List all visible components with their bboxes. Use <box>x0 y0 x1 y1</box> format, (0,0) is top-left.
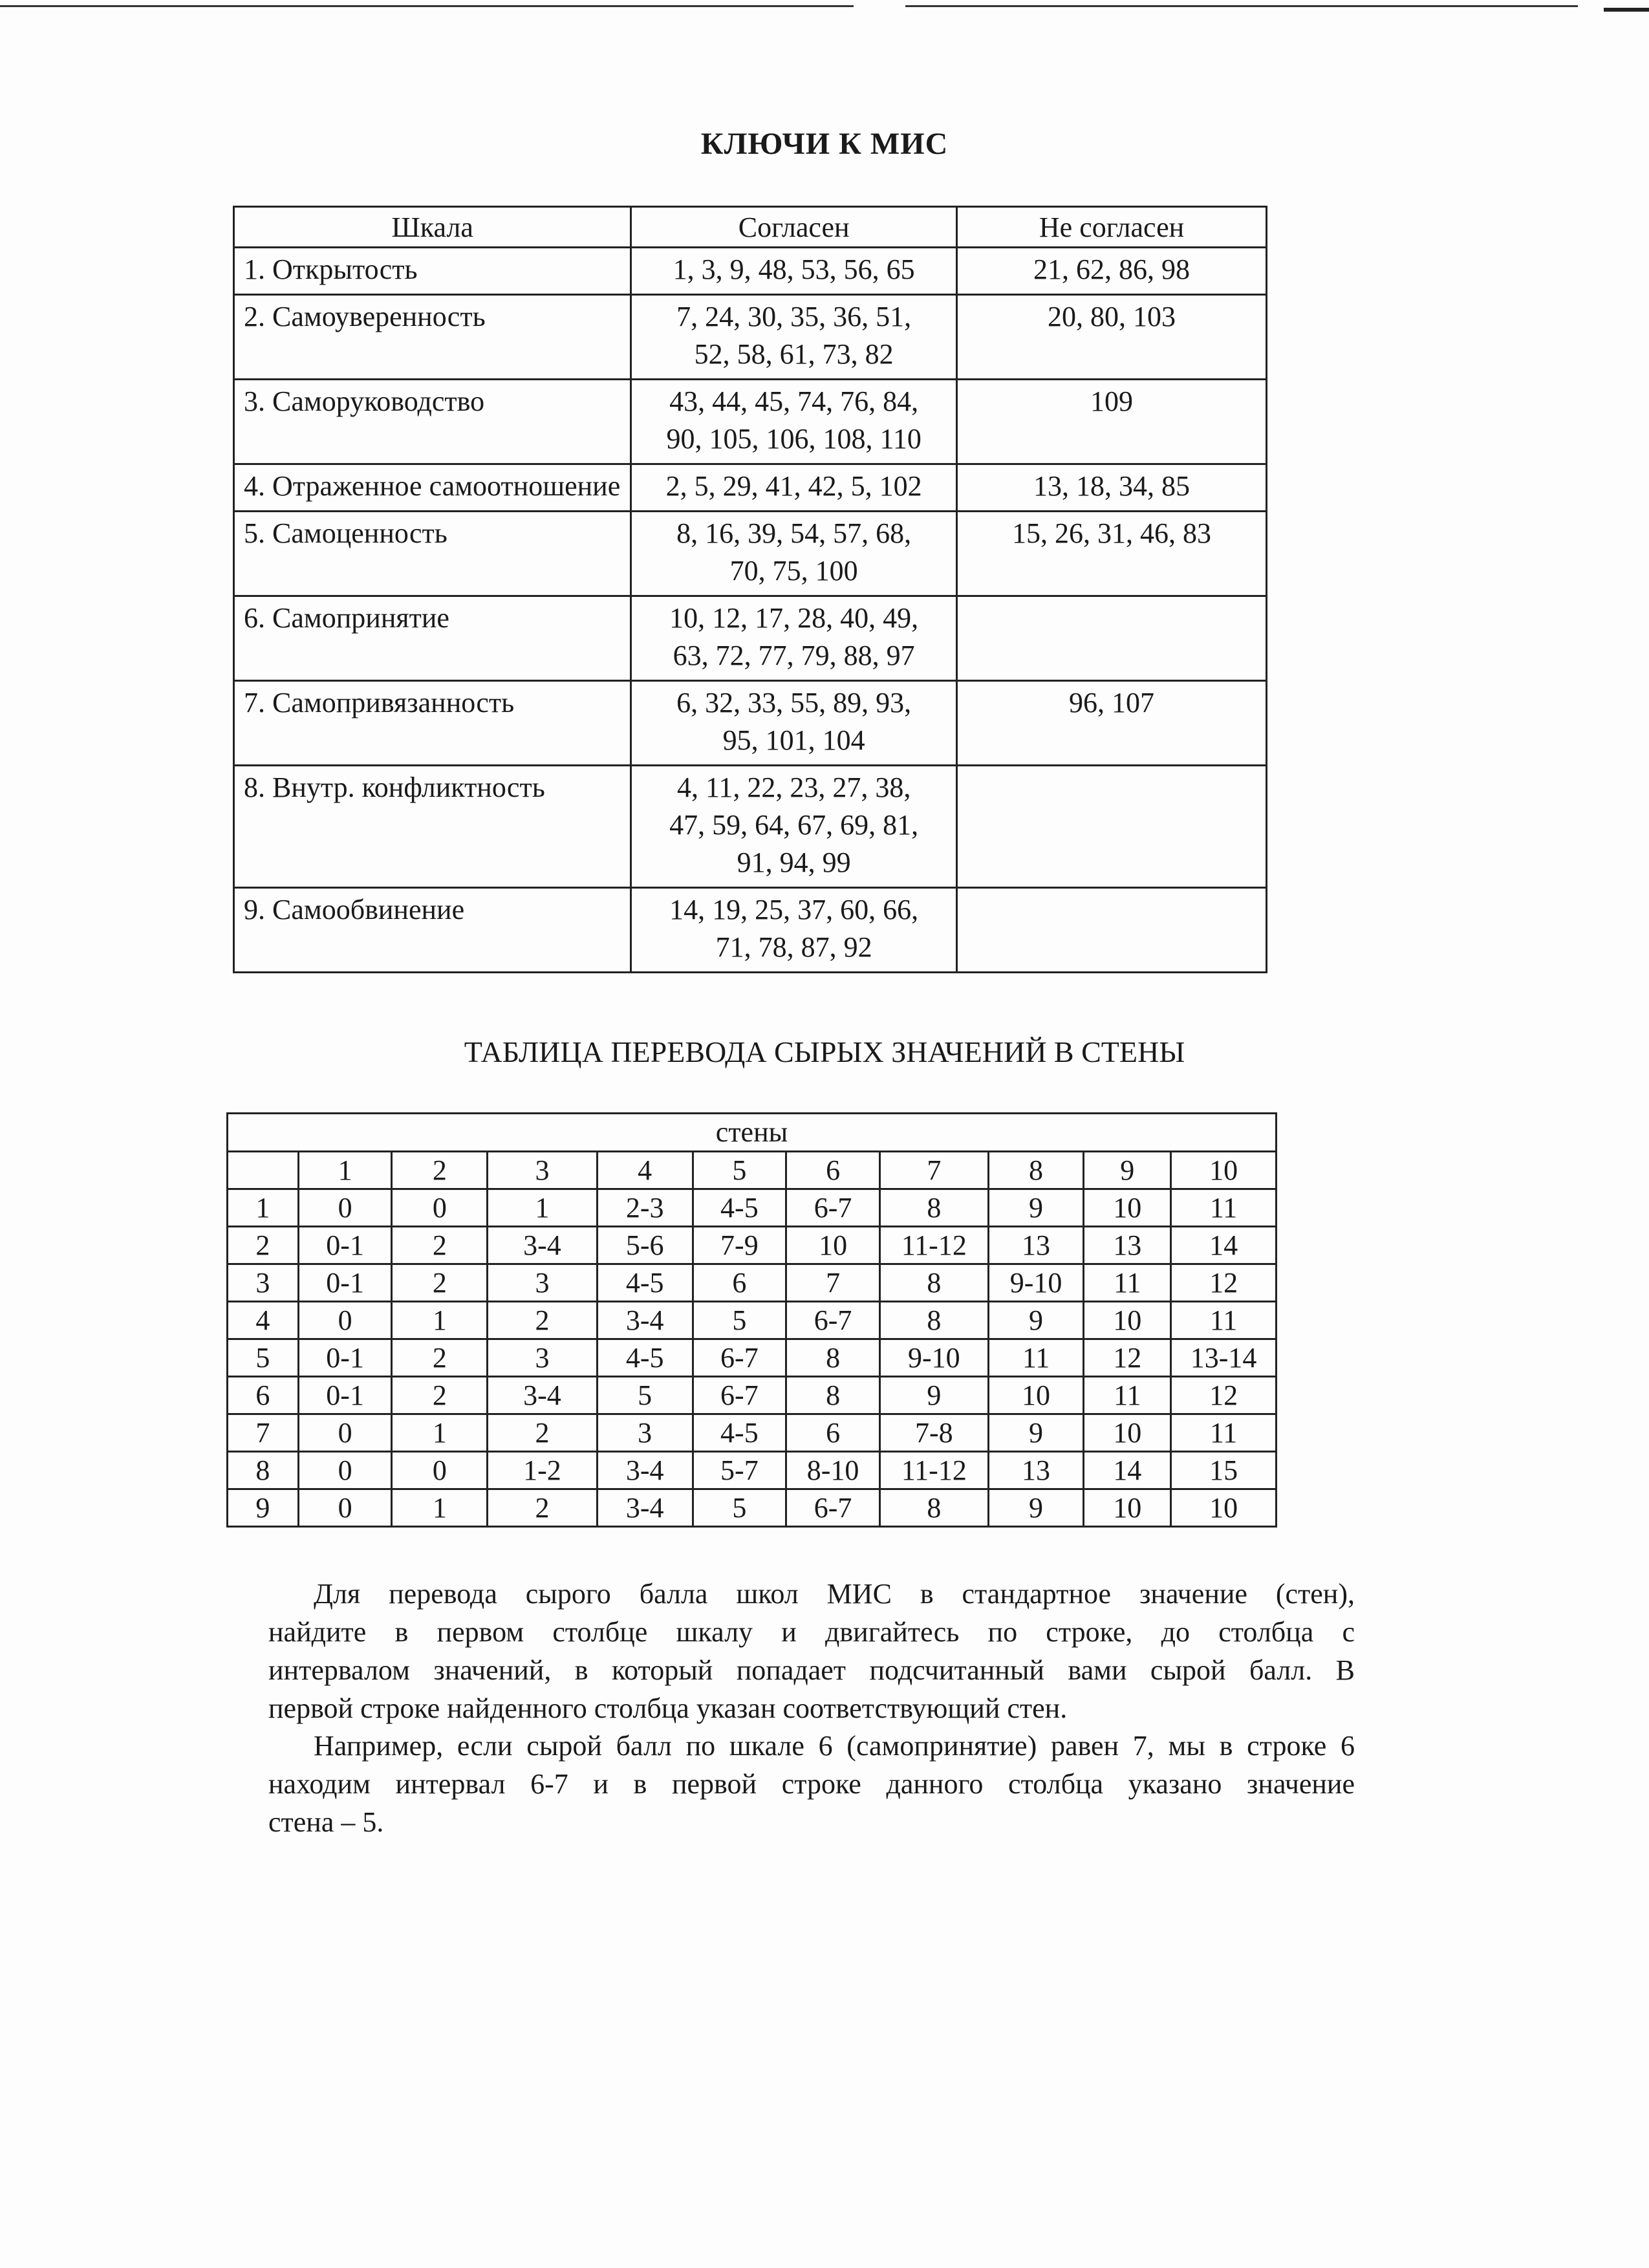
sten-cell: 4-5 <box>597 1264 693 1302</box>
sten-row-scale: 3 <box>228 1264 299 1302</box>
sten-cell: 3 <box>488 1339 598 1377</box>
sten-column-label <box>228 1152 299 1189</box>
header-disagree: Не согласен <box>957 207 1267 248</box>
sten-column-label: 9 <box>1084 1152 1171 1189</box>
keys-row <box>234 464 1267 512</box>
sten-cell: 3 <box>488 1264 598 1302</box>
sten-cell: 10 <box>1084 1489 1171 1527</box>
sten-cell: 11-12 <box>879 1452 988 1489</box>
sten-cell: 0 <box>298 1452 392 1489</box>
paragraph-instructions <box>268 1575 1355 1727</box>
keys-header-row <box>234 207 1267 248</box>
sten-cell: 6 <box>786 1414 880 1452</box>
agree-items <box>631 380 957 464</box>
agree-items <box>631 512 957 596</box>
disagree-items: 21, 62, 86, 98 <box>957 248 1267 295</box>
disagree-items: 15, 26, 31, 46, 83 <box>957 512 1267 596</box>
sten-cell: 11 <box>1171 1302 1277 1339</box>
sten-cell: 14 <box>1084 1452 1171 1489</box>
sten-cell: 14 <box>1171 1227 1277 1264</box>
sten-cell: 1 <box>488 1189 598 1227</box>
sten-cell: 7 <box>786 1264 880 1302</box>
sten-cell: 10 <box>1171 1489 1277 1527</box>
sten-column-row <box>228 1152 1277 1189</box>
sten-column-label: 3 <box>488 1152 598 1189</box>
agree-line: 7, 24, 30, 35, 36, 51, <box>676 301 912 332</box>
sten-cell: 8 <box>879 1189 988 1227</box>
sten-cell: 10 <box>786 1227 880 1264</box>
sten-row <box>228 1227 1277 1264</box>
sten-row-scale: 6 <box>228 1377 299 1414</box>
agree-line: 8, 16, 39, 54, 57, 68, <box>676 517 912 549</box>
sten-cell: 5-7 <box>693 1452 786 1489</box>
agree-items <box>631 295 957 380</box>
scale-name: 5. Самоценность <box>234 512 631 596</box>
sten-cell: 2 <box>392 1339 488 1377</box>
disagree-items: 13, 18, 34, 85 <box>957 464 1267 512</box>
sten-cell: 5 <box>597 1377 693 1414</box>
sten-row-scale: 4 <box>228 1302 299 1339</box>
agree-line: 6, 32, 33, 55, 89, 93, <box>676 687 912 718</box>
sten-cell: 8 <box>879 1489 988 1527</box>
sten-cell: 10 <box>1084 1189 1171 1227</box>
sten-header-row <box>228 1114 1277 1152</box>
sten-cell: 0 <box>298 1489 392 1527</box>
sten-cell: 0 <box>392 1452 488 1489</box>
sten-column-label: 6 <box>786 1152 880 1189</box>
agree-line: 71, 78, 87, 92 <box>715 931 872 963</box>
paragraph-example <box>268 1727 1355 1841</box>
disagree-items <box>957 888 1267 973</box>
sten-cell: 12 <box>1084 1339 1171 1377</box>
sten-row-scale: 5 <box>228 1339 299 1377</box>
sten-cell: 3-4 <box>597 1302 693 1339</box>
sten-column-label: 4 <box>597 1152 693 1189</box>
sten-cell: 0-1 <box>298 1264 392 1302</box>
sten-cell: 10 <box>988 1377 1084 1414</box>
keys-row <box>234 888 1267 973</box>
sten-cell: 6-7 <box>786 1489 880 1527</box>
keys-row <box>234 248 1267 295</box>
paragraph-line: первой строке найденного столбца указан соответствующий стен. <box>268 1692 1068 1724</box>
sten-cell: 8-10 <box>786 1452 880 1489</box>
agree-items <box>631 888 957 973</box>
sten-cell: 3-4 <box>597 1452 693 1489</box>
paragraph-line: находим интервал 6-7 и в первой строке данного столбца указано значение <box>268 1768 1355 1800</box>
sten-cell: 1 <box>392 1489 488 1527</box>
sten-cell: 3-4 <box>488 1377 598 1414</box>
agree-items <box>631 464 957 512</box>
sten-cell: 11 <box>988 1339 1084 1377</box>
header-agree: Согласен <box>631 207 957 248</box>
sten-cell: 0 <box>298 1189 392 1227</box>
sten-column-label: 7 <box>879 1152 988 1189</box>
sten-cell: 3 <box>597 1414 693 1452</box>
sten-cell: 1 <box>392 1302 488 1339</box>
sten-cell: 0 <box>298 1414 392 1452</box>
paragraph-line: стена – 5. <box>268 1806 384 1838</box>
sten-cell: 3-4 <box>597 1489 693 1527</box>
sten-cell: 8 <box>879 1264 988 1302</box>
scale-name: 6. Самопринятие <box>234 596 631 681</box>
sten-cell: 9-10 <box>879 1339 988 1377</box>
sten-cell: 9 <box>988 1302 1084 1339</box>
sten-cell: 9 <box>988 1414 1084 1452</box>
sten-cell: 5 <box>693 1489 786 1527</box>
sten-cell: 1 <box>392 1414 488 1452</box>
sten-cell: 5 <box>693 1302 786 1339</box>
sten-header: стены <box>228 1114 1277 1152</box>
paragraph-line: Например, если сырой балл по шкале 6 (самопринятие) равен 7, мы в строке 6 <box>314 1730 1355 1762</box>
paragraph-line: интервалом значений, в который попадает подсчитанный вами сырой балл. В <box>268 1654 1355 1686</box>
agree-line: 91, 94, 99 <box>737 847 851 878</box>
scale-name: 3. Саморуководство <box>234 380 631 464</box>
sten-cell: 7-9 <box>693 1227 786 1264</box>
agree-line: 10, 12, 17, 28, 40, 49, <box>669 602 919 634</box>
sten-cell: 11 <box>1084 1377 1171 1414</box>
agree-line: 4, 11, 22, 23, 27, 38, <box>676 772 911 803</box>
sten-row-scale: 2 <box>228 1227 299 1264</box>
sten-cell: 8 <box>786 1377 880 1414</box>
sten-cell: 13 <box>988 1452 1084 1489</box>
agree-line: 63, 72, 77, 79, 88, 97 <box>673 640 915 671</box>
sten-column-label: 10 <box>1171 1152 1277 1189</box>
keys-row <box>234 512 1267 596</box>
sten-cell: 0-1 <box>298 1377 392 1414</box>
sten-cell: 6-7 <box>786 1189 880 1227</box>
agree-line: 43, 44, 45, 74, 76, 84, <box>669 385 919 417</box>
scale-name: 9. Самообвинение <box>234 888 631 973</box>
agree-items <box>631 766 957 888</box>
sten-cell: 0 <box>392 1189 488 1227</box>
agree-items <box>631 681 957 766</box>
sten-cell: 1-2 <box>488 1452 598 1489</box>
sten-row-scale: 8 <box>228 1452 299 1489</box>
agree-line: 14, 19, 25, 37, 60, 66, <box>669 894 919 925</box>
sten-cell: 7-8 <box>879 1414 988 1452</box>
scan-border-line <box>0 5 854 7</box>
sten-cell: 2 <box>488 1302 598 1339</box>
sten-cell: 13 <box>1084 1227 1171 1264</box>
agree-line: 47, 59, 64, 67, 69, 81, <box>669 809 919 841</box>
sten-row-scale: 9 <box>228 1489 299 1527</box>
sten-row-scale: 7 <box>228 1414 299 1452</box>
sten-row <box>228 1414 1277 1452</box>
sten-cell: 4-5 <box>693 1414 786 1452</box>
sten-cell: 11 <box>1171 1189 1277 1227</box>
scale-name: 2. Самоуверенность <box>234 295 631 380</box>
sten-table <box>226 1112 1277 1528</box>
sten-cell: 10 <box>1084 1414 1171 1452</box>
scan-border-line <box>905 5 1578 7</box>
sten-column-label: 5 <box>693 1152 786 1189</box>
sten-column-label: 8 <box>988 1152 1084 1189</box>
agree-items <box>631 596 957 681</box>
scan-edge-mark <box>1604 8 1649 12</box>
sten-column-label: 1 <box>298 1152 392 1189</box>
sten-cell: 2-3 <box>597 1189 693 1227</box>
sten-cell: 4-5 <box>597 1339 693 1377</box>
sten-cell: 9 <box>879 1377 988 1414</box>
keys-row <box>234 295 1267 380</box>
paragraph-line: найдите в первом столбце шкалу и двигайтесь по строке, до столбца с <box>268 1616 1355 1648</box>
sten-cell: 6-7 <box>693 1339 786 1377</box>
sten-cell: 6-7 <box>786 1302 880 1339</box>
keys-title: КЛЮЧИ К МИС <box>700 127 949 161</box>
sten-cell: 13 <box>988 1227 1084 1264</box>
disagree-items: 109 <box>957 380 1267 464</box>
agree-line: 52, 58, 61, 73, 82 <box>694 338 894 370</box>
sten-cell: 11 <box>1084 1264 1171 1302</box>
scale-name: 7. Самопривязанность <box>234 681 631 766</box>
agree-line: 70, 75, 100 <box>729 555 858 587</box>
paragraph-line: Для перевода сырого балла школ МИС в стандартное значение (стен), <box>314 1578 1355 1610</box>
sten-cell: 0 <box>298 1302 392 1339</box>
sten-cell: 10 <box>1084 1302 1171 1339</box>
disagree-items: 96, 107 <box>957 681 1267 766</box>
sten-cell: 4-5 <box>693 1189 786 1227</box>
scale-name: 1. Открытость <box>234 248 631 295</box>
sten-cell: 3-4 <box>488 1227 598 1264</box>
keys-row <box>234 596 1267 681</box>
sten-row <box>228 1489 1277 1527</box>
agree-line: 2, 5, 29, 41, 42, 5, 102 <box>665 470 922 502</box>
sten-row <box>228 1264 1277 1302</box>
sten-cell: 11 <box>1171 1414 1277 1452</box>
sten-cell: 2 <box>488 1489 598 1527</box>
sten-cell: 9-10 <box>988 1264 1084 1302</box>
sten-cell: 2 <box>392 1264 488 1302</box>
keys-row <box>234 380 1267 464</box>
sten-cell: 12 <box>1171 1264 1277 1302</box>
keys-table <box>233 206 1267 973</box>
sten-cell: 6-7 <box>693 1377 786 1414</box>
sten-row <box>228 1189 1277 1227</box>
sten-cell: 11-12 <box>879 1227 988 1264</box>
sten-table-title: ТАБЛИЦА ПЕРЕВОДА СЫРЫХ ЗНАЧЕНИЙ В СТЕНЫ <box>464 1035 1185 1068</box>
disagree-items <box>957 596 1267 681</box>
sten-cell: 12 <box>1171 1377 1277 1414</box>
sten-row <box>228 1377 1277 1414</box>
agree-items <box>631 248 957 295</box>
sten-cell: 0-1 <box>298 1227 392 1264</box>
sten-row <box>228 1339 1277 1377</box>
sten-cell: 9 <box>988 1489 1084 1527</box>
sten-cell: 8 <box>786 1339 880 1377</box>
keys-row <box>234 766 1267 888</box>
sten-column-label: 2 <box>392 1152 488 1189</box>
sten-cell: 5-6 <box>597 1227 693 1264</box>
scale-name: 4. Отраженное самоотношение <box>234 464 631 512</box>
sten-cell: 2 <box>392 1377 488 1414</box>
sten-cell: 0-1 <box>298 1339 392 1377</box>
sten-cell: 2 <box>392 1227 488 1264</box>
sten-cell: 6 <box>693 1264 786 1302</box>
keys-row <box>234 681 1267 766</box>
sten-row-scale: 1 <box>228 1189 299 1227</box>
sten-cell: 13-14 <box>1171 1339 1277 1377</box>
agree-line: 95, 101, 104 <box>722 724 865 756</box>
sten-cell: 15 <box>1171 1452 1277 1489</box>
sten-cell: 2 <box>488 1414 598 1452</box>
scale-name: 8. Внутр. конфликтность <box>234 766 631 888</box>
disagree-items <box>957 766 1267 888</box>
header-scale: Шкала <box>234 207 631 248</box>
disagree-items: 20, 80, 103 <box>957 295 1267 380</box>
sten-row <box>228 1452 1277 1489</box>
sten-cell: 9 <box>988 1189 1084 1227</box>
sten-row <box>228 1302 1277 1339</box>
agree-line: 1, 3, 9, 48, 53, 56, 65 <box>673 254 915 285</box>
agree-line: 90, 105, 106, 108, 110 <box>666 423 921 455</box>
sten-cell: 8 <box>879 1302 988 1339</box>
